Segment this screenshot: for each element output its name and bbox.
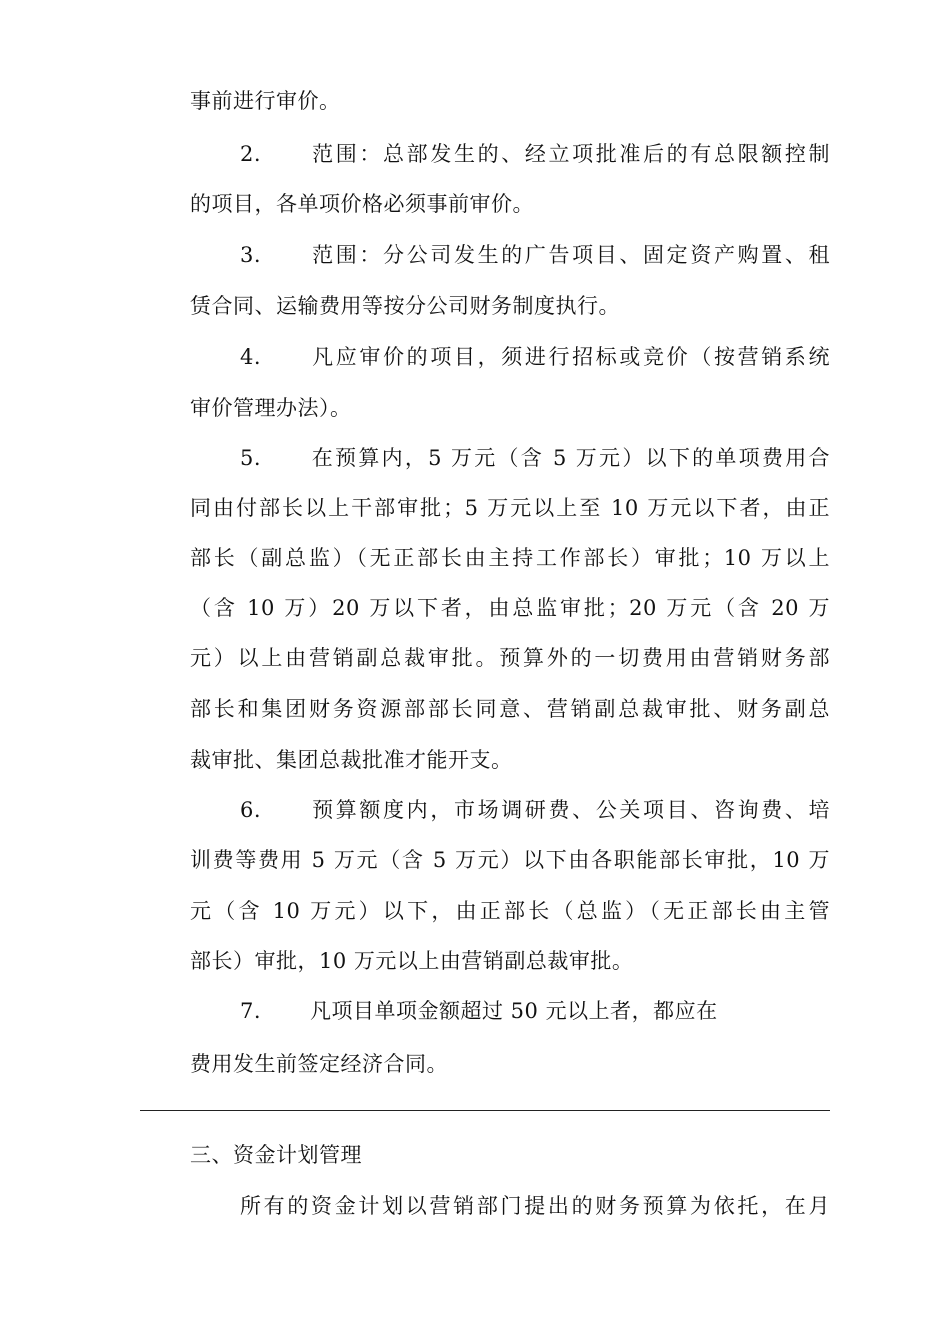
list-number: 6. xyxy=(240,798,262,822)
list-item-text: 凡应审价的项目，须进行招标或竞价（按营销系统 xyxy=(310,345,830,369)
paragraph-line: 事前进行审价。 xyxy=(190,89,341,113)
paragraph-line: 部长）审批，10 万元以上由营销副总裁审批。 xyxy=(190,949,634,973)
paragraph-line: 部长（副总监）（无正部长由主持工作部长）审批；10 万以上 xyxy=(190,546,830,570)
list-number: 2. xyxy=(240,142,262,166)
paragraph-line: 元）以上由营销副总裁审批。预算外的一切费用由营销财务部 xyxy=(190,646,830,670)
paragraph-line: 元（含 10 万元）以下，由正部长（总监）（无正部长由主管 xyxy=(190,899,830,923)
paragraph-line: 所有的资金计划以营销部门提出的财务预算为依托，在月 xyxy=(240,1194,830,1218)
list-number: 4. xyxy=(240,345,262,369)
list-item-3 xyxy=(240,240,830,270)
list-item-text: 预算额度内，市场调研费、公关项目、咨询费、培 xyxy=(310,798,830,822)
paragraph-line: 的项目，各单项价格必须事前审价。 xyxy=(190,192,534,216)
paragraph-line: 赁合同、运输费用等按分公司财务制度执行。 xyxy=(190,294,620,318)
list-item-4 xyxy=(240,342,830,372)
list-item-2 xyxy=(240,139,830,169)
list-item-text: 范围：分公司发生的广告项目、固定资产购置、租 xyxy=(310,243,830,267)
horizontal-divider xyxy=(140,1110,830,1111)
list-item-text: 范围：总部发生的、经立项批准后的有总限额控制 xyxy=(310,142,830,166)
list-item-5 xyxy=(240,443,830,473)
paragraph-line: （含 10 万）20 万以下者，由总监审批；20 万元（含 20 万 xyxy=(190,596,830,620)
list-number: 5. xyxy=(240,446,262,470)
list-number: 7. xyxy=(240,999,262,1023)
list-item-text: 在预算内，5 万元（含 5 万元）以下的单项费用合 xyxy=(310,446,830,470)
paragraph-line: 训费等费用 5 万元（含 5 万元）以下由各职能部长审批，10 万 xyxy=(190,848,830,872)
list-item-7 xyxy=(240,996,830,1026)
paragraph-line: 裁审批、集团总裁批准才能开支。 xyxy=(190,748,513,772)
paragraph-line: 审价管理办法）。 xyxy=(190,396,352,420)
paragraph-line: 费用发生前签定经济合同。 xyxy=(190,1052,448,1076)
paragraph-line: 同由付部长以上干部审批；5 万元以上至 10 万元以下者，由正 xyxy=(190,496,830,520)
list-number: 3. xyxy=(240,243,262,267)
list-item-6 xyxy=(240,795,830,825)
list-item-text: 凡项目单项金额超过 50 元以上者，都应在 xyxy=(310,999,718,1023)
section-title: 三、资金计划管理 xyxy=(190,1143,362,1167)
paragraph-line: 部长和集团财务资源部部长同意、营销副总裁审批、财务副总 xyxy=(190,697,830,721)
